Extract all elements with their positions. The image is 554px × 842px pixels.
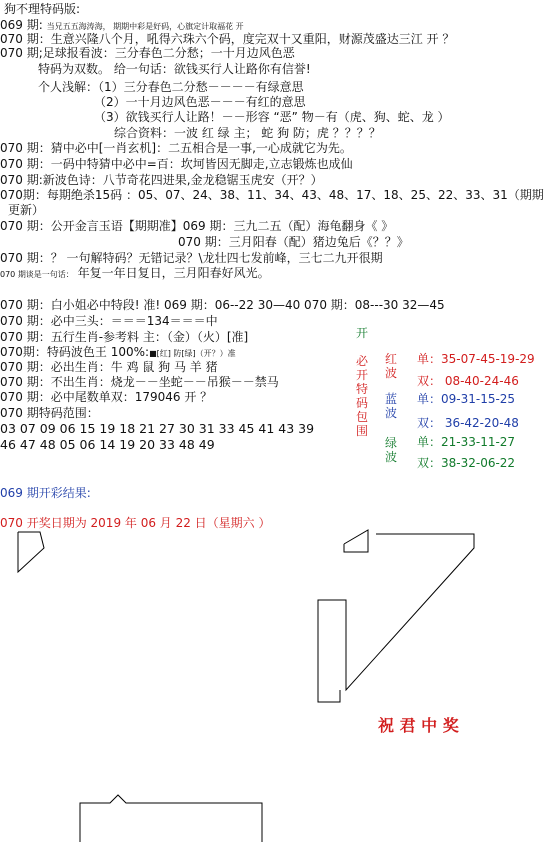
blue-double: 双： 36-42-20-48 [417, 416, 519, 430]
line-kill-15-cont: 更新） [8, 203, 45, 217]
line-one-sentence-2: 070 期谈是一句话： 年复一年日复日，三月阳春好风光。 [0, 266, 270, 280]
line-golden-words: 070 期：公开金言玉语【期期准】069 期：三九二五（配）海龟翻身《 》 [0, 219, 394, 233]
line-must-zodiac: 070 期：必出生肖：牛 鸡 鼠 狗 马 羊 猪 [0, 360, 218, 374]
line-070-riddle: 070 期：生意兴隆八个月，吼得六珠六个码，度完双十又重阳，财源茂盛达三江 开 ？ [0, 32, 455, 46]
line-result: 069 期开彩结果: [0, 486, 91, 500]
side-lanbo: 蓝波 [384, 392, 397, 420]
blue-single: 单：09-31-15-25 [417, 392, 516, 406]
red-double: 双： 08-40-24-46 [417, 374, 519, 388]
line-wave-poem: 070 期:新波色诗：八节奇花四进果,金龙稳锯玉虎安（开？） [0, 173, 323, 187]
red-single: 单：35-07-45-19-29 [417, 352, 535, 366]
side-hongbo: 红波 [384, 352, 397, 380]
line-summary: 综合资料：一波 红 绿 主； 蛇 狗 防；虎 ？？？？ [114, 126, 381, 140]
tower-shape [318, 534, 474, 702]
line-five-elements: 070 期：五行生肖-参考料 主：（金）（火）[准] [0, 330, 249, 344]
green-double: 双：38-32-06-22 [417, 456, 516, 470]
line-golden-words-070: 070 期：三月阳春（配）猪边兔后《？？》 [178, 235, 409, 249]
line-wave-king: 070期：特码波色王 100%:■[红] 防[绿]（开？）准 [0, 345, 236, 359]
line-range-1: 03 07 09 06 15 19 18 21 27 30 31 33 45 41 43 39 [0, 421, 315, 436]
speech-bubble-right [344, 530, 368, 552]
line-miss-bai: 070 期：白小姐必中特段! 准! 069 期：06--22 30—40 070 期：08---30 32—45 [0, 298, 445, 312]
line-one-code: 070 期：一码中特猜中必中=百：坎坷皆因无脚走,立志锻炼也成仙 [0, 157, 353, 171]
bottom-box [80, 795, 262, 842]
green-single: 单：21-33-11-27 [417, 435, 516, 449]
line-one-sentence: 070 期：？ 一句解特码？无错记录？\龙壮四七发前峰，三七二九开很期 [0, 251, 383, 265]
line-three-heads: 070 期：必中三头：＝＝＝134＝＝＝中 [0, 314, 218, 328]
line-even-number: 特码为双数。 给一句话：欲钱买行人让路你有信誉! [38, 62, 311, 76]
line-kill-15: 070期：每期绝杀15码 ：05、07、24、38、11、34、43、48、17、18、25、22、33、31（期期 [0, 188, 544, 202]
side-lvbo: 绿波 [384, 436, 397, 464]
line-tail-number: 070 期：必中尾数单双：179046 开 ？ [0, 390, 213, 404]
line-explain-1: 个人浅解：（1）三分春色二分愁－－－－有绿意思 [38, 80, 304, 94]
blessing-text: 祝 君 中 奖 [378, 716, 459, 735]
line-draw-date: 070 开奖日期为 2019 年 06 月 22 日（星期六 ） [0, 516, 271, 530]
page-title: 狗不理特码版: [4, 2, 81, 16]
speech-bubble-left [18, 532, 44, 572]
line-range-2: 46 47 48 05 06 14 19 20 33 48 49 [0, 437, 215, 452]
side-bikai: 必开特码包围 [355, 354, 368, 438]
side-kai: 开 [355, 326, 368, 340]
line-069: 069 期: 当兄五五海涛海， 期期中彩是好码，心旗定计取福花 开 [0, 18, 244, 32]
line-explain-3: （3）欲钱买行人让路！－－形容 “恶” 物－有（虎、狗、蛇、龙 ） [94, 110, 450, 124]
line-explain-2: （2）一十月边风色恶－－－有红的意思 [94, 95, 306, 109]
line-guess-zodiac: 070 期：猜中必中[一肖玄机]：二五相合是一事,一心成就它为先。 [0, 141, 352, 155]
line-football: 070 期;足球报看波：三分春色二分愁；一十月边风色恶 [0, 46, 295, 60]
line-range-title: 070 期特码范围： [0, 406, 99, 420]
line-no-zodiac: 070 期：不出生肖：烧龙－－坐蛇－－吊猴－－禁马 [0, 375, 279, 389]
